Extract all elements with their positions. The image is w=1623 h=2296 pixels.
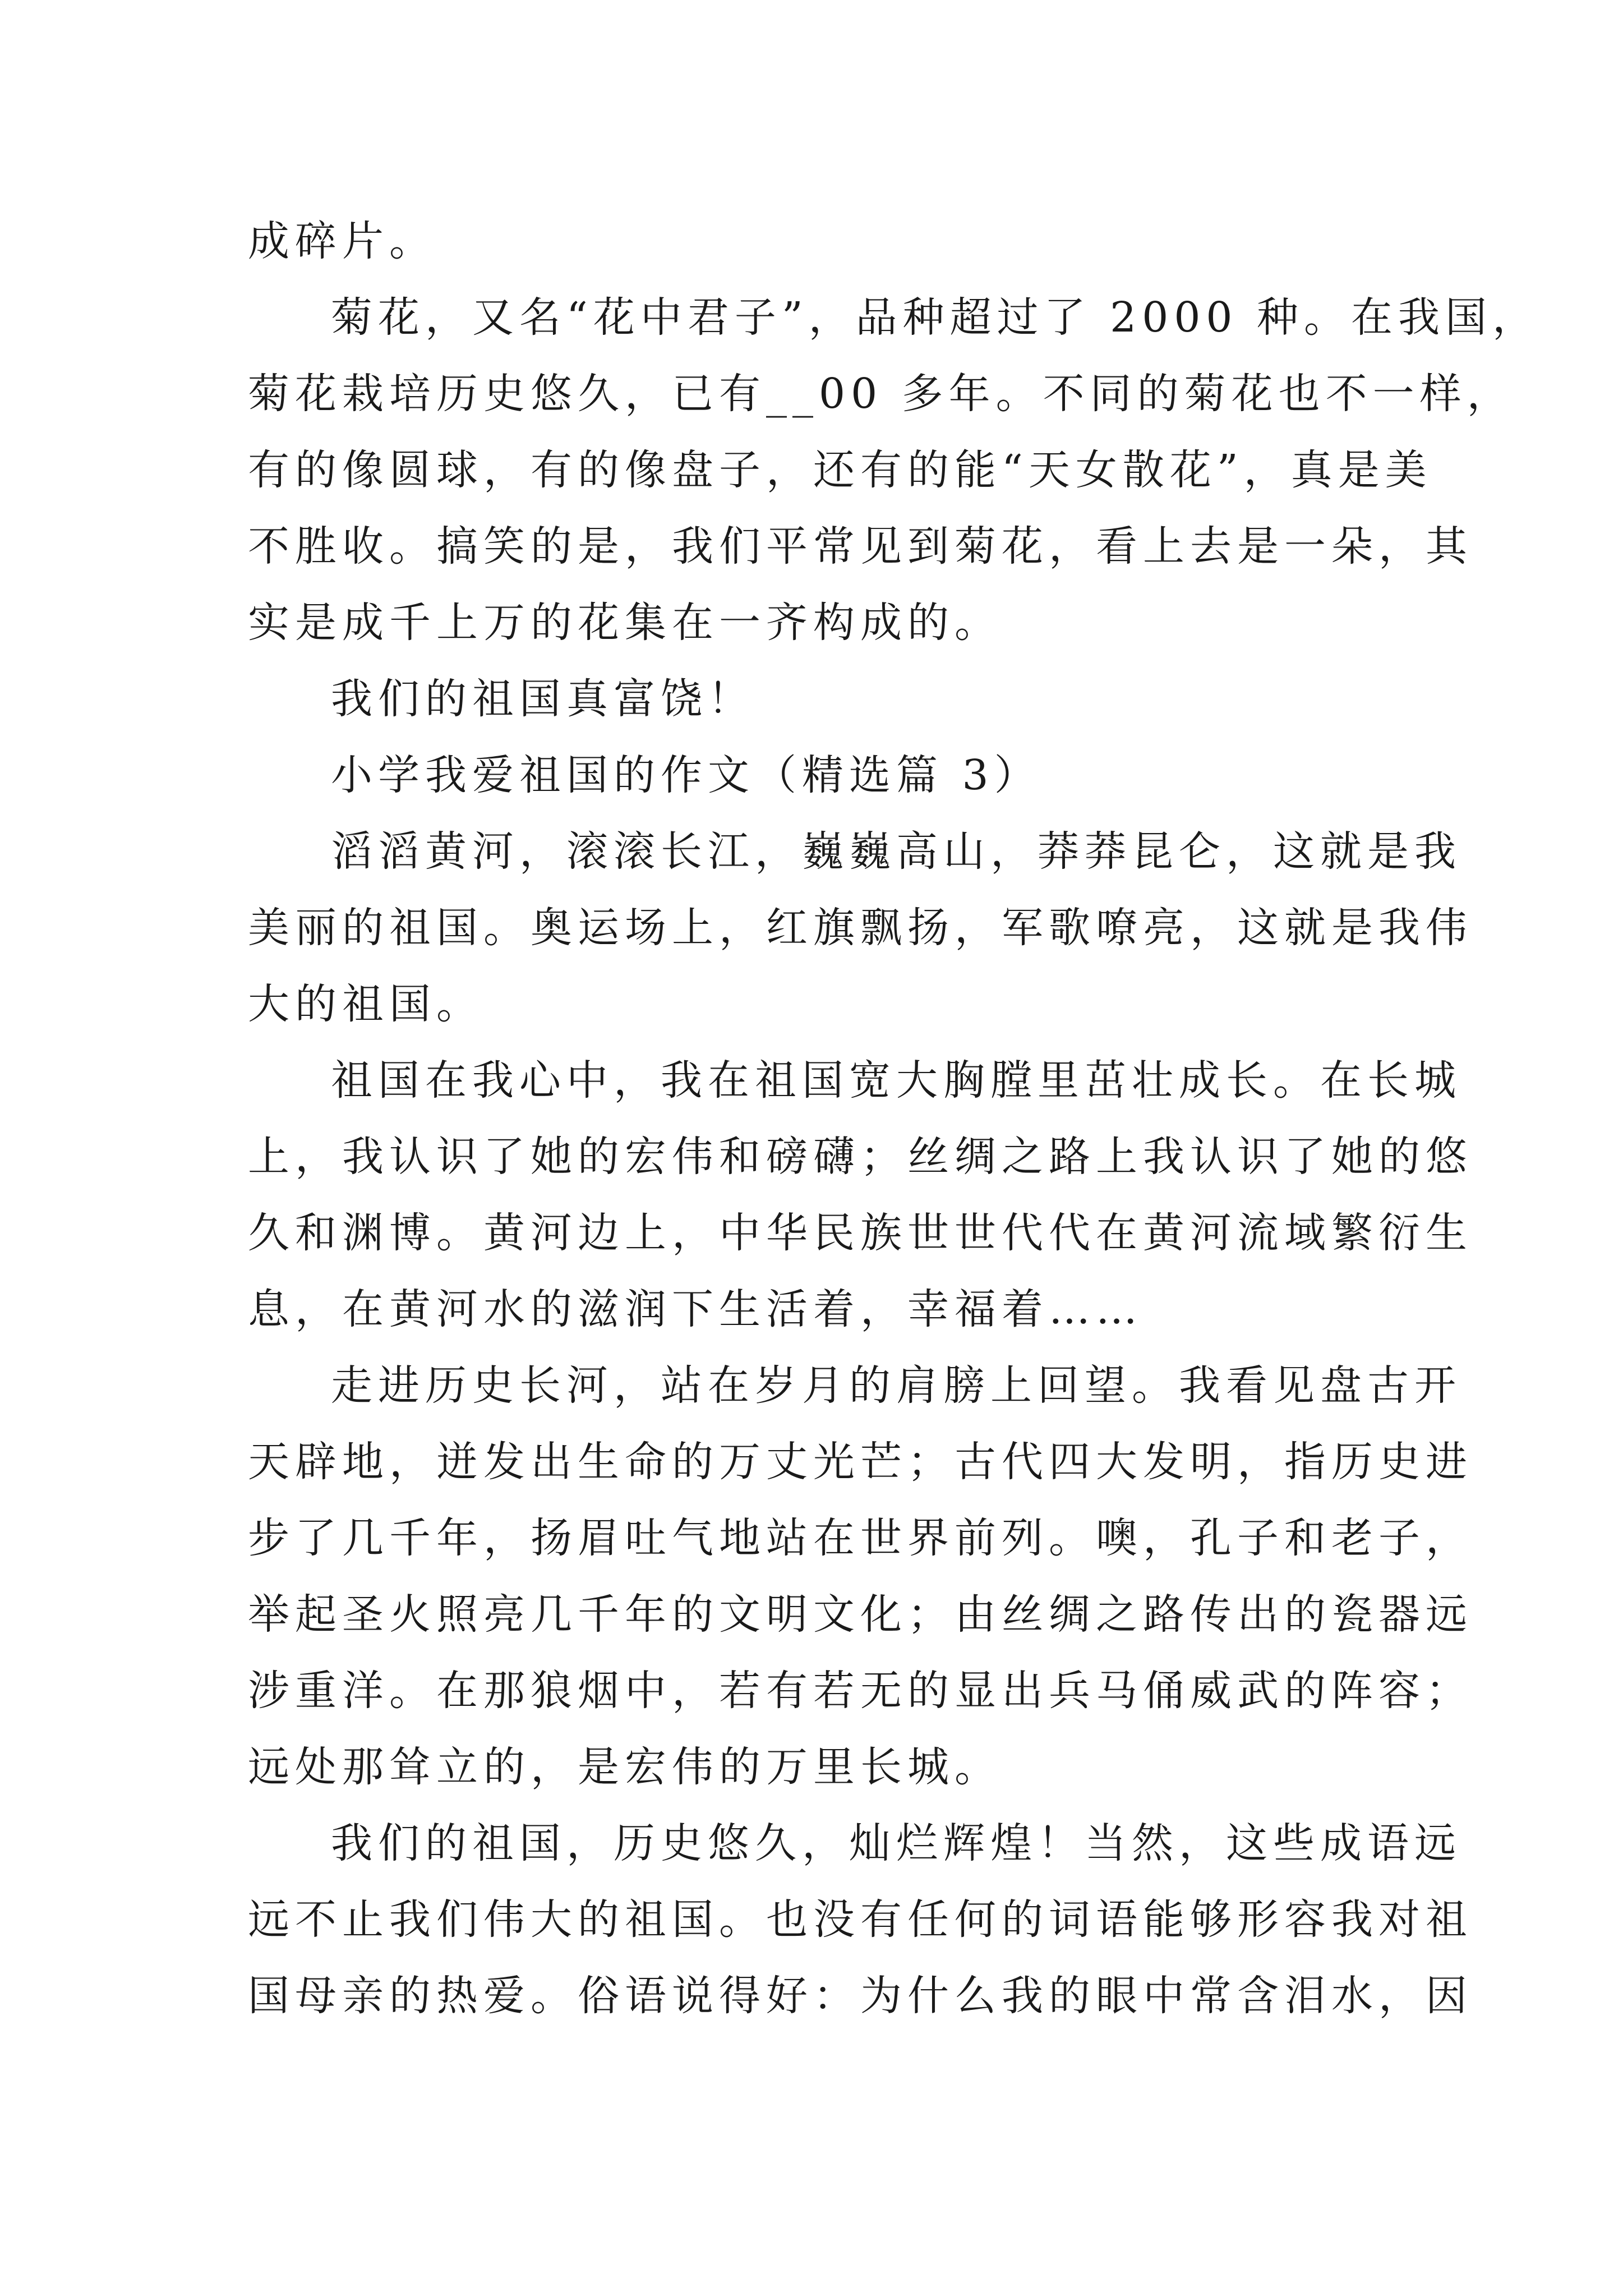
text-line: 国母亲的热爱。俗语说得好：为什么我的眼中常含泪水，因: [248, 1972, 1473, 2020]
text-line: 实是成千上万的花集在一齐构成的。: [248, 599, 1002, 647]
text-line: 成碎片。: [248, 217, 436, 265]
text-line: 步了几千年，扬眉吐气地站在世界前列。噢，孔子和老子，: [248, 1514, 1473, 1562]
text-line: 不胜收。搞笑的是，我们平常见到菊花，看上去是一朵，其: [248, 522, 1473, 570]
text-line: 我们的祖国真富饶！: [331, 675, 755, 723]
text-line: 举起圣火照亮几千年的文明文化；由丝绸之路传出的瓷器远: [248, 1590, 1473, 1639]
section-heading: 小学我爱祖国的作文（精选篇 3）: [331, 751, 1041, 799]
text-line: 美丽的祖国。奥运场上，红旗飘扬，军歌嘹亮，这就是我伟: [248, 904, 1473, 952]
text-line: 滔滔黄河，滚滚长江，巍巍高山，莽莽昆仑，这就是我: [331, 827, 1461, 876]
text-line: 有的像圆球，有的像盘子，还有的能“天女散花”，真是美: [248, 446, 1432, 494]
text-line: 大的祖国。: [248, 980, 483, 1028]
text-line: 上，我认识了她的宏伟和磅礴；丝绸之路上我认识了她的悠: [248, 1133, 1473, 1181]
essay-text: [248, 203, 1540, 2034]
text-line: 久和渊博。黄河边上，中华民族世世代代在黄河流域繁衍生: [248, 1209, 1473, 1257]
text-line: 祖国在我心中，我在祖国宽大胸膛里茁壮成长。在长城: [331, 1056, 1461, 1105]
text-line: 远不止我们伟大的祖国。也没有任何的词语能够形容我对祖: [248, 1895, 1473, 1944]
text-line: 走进历史长河，站在岁月的肩膀上回望。我看见盘古开: [331, 1361, 1461, 1410]
text-line: 菊花栽培历史悠久，已有__00 多年。不同的菊花也不一样，: [248, 370, 1514, 418]
text-line: 息，在黄河水的滋润下生活着，幸福着……: [248, 1285, 1143, 1333]
text-line: 天辟地，迸发出生命的万丈光芒；古代四大发明，指历史进: [248, 1438, 1473, 1486]
text-line: 涉重洋。在那狼烟中，若有若无的显出兵马俑威武的阵容；: [248, 1667, 1473, 1715]
text-line: 菊花，又名“花中君子”，品种超过了 2000 种。在我国，: [331, 293, 1540, 342]
text-line: 远处那耸立的，是宏伟的万里长城。: [248, 1743, 1002, 1791]
text-line: 我们的祖国，历史悠久，灿烂辉煌！当然，这些成语远: [331, 1819, 1461, 1867]
